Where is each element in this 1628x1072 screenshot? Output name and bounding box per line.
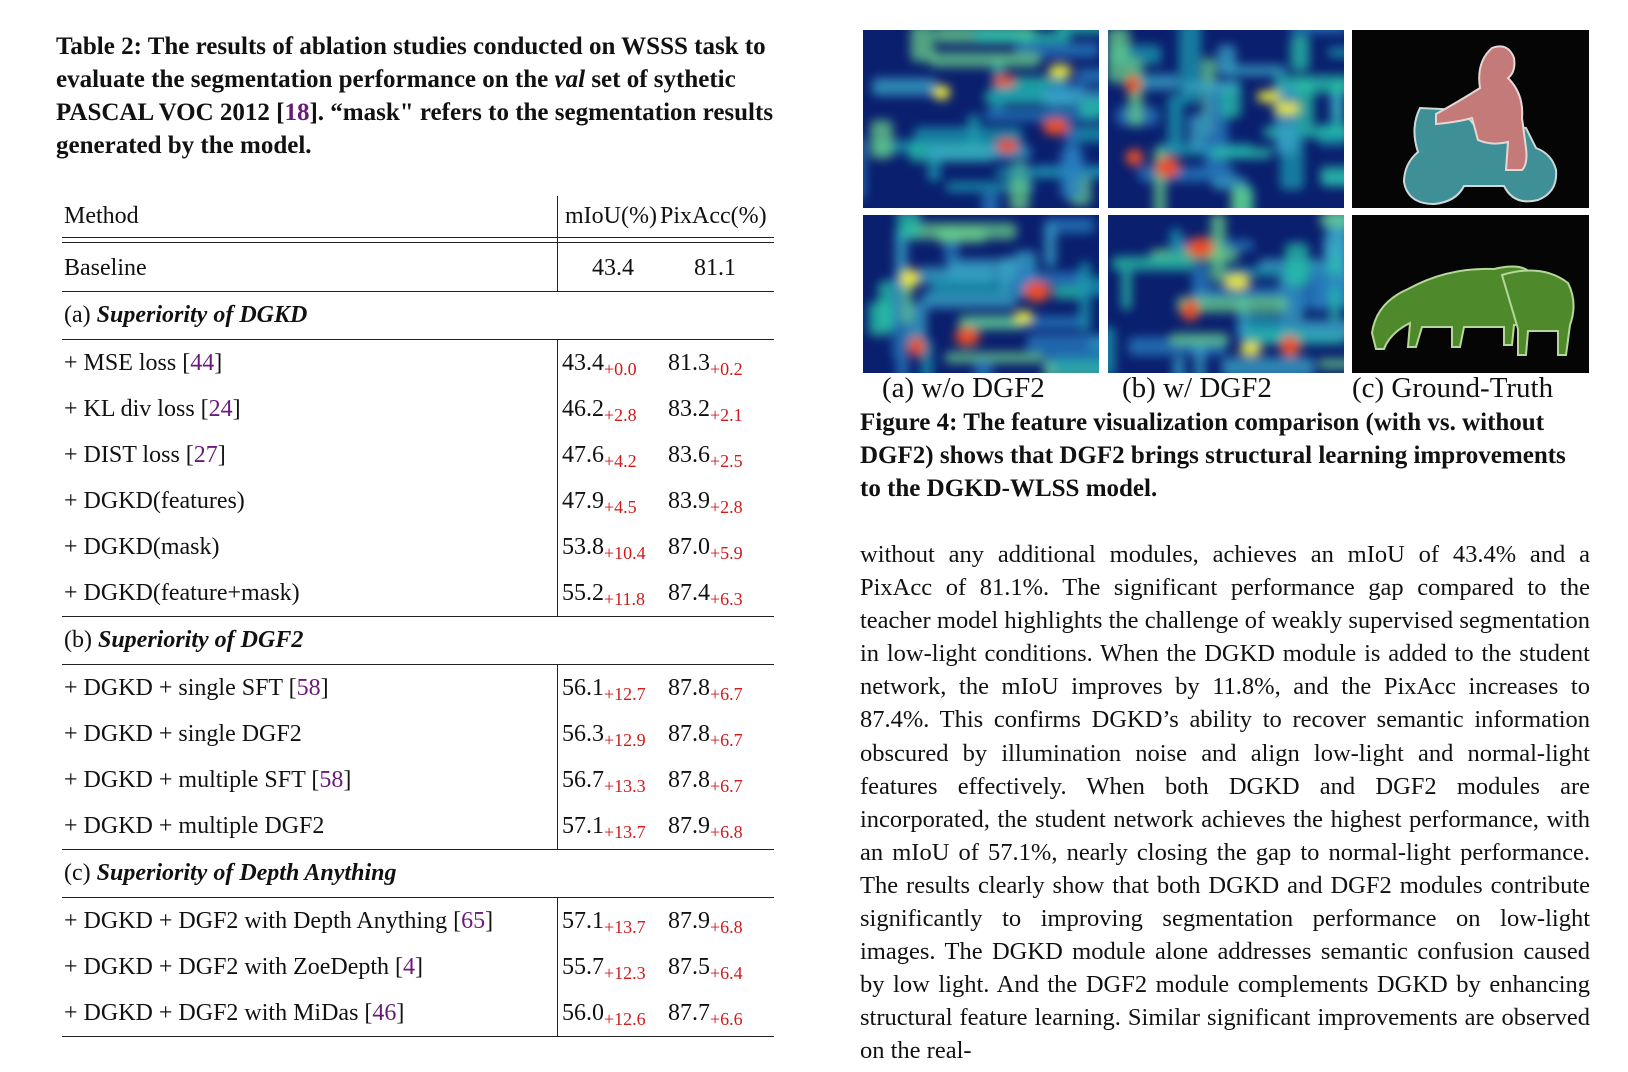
table-row (62, 570, 774, 616)
pixacc-cell: $87.9_{+6.8}$ (668, 813, 743, 842)
table-row (62, 757, 774, 803)
miou-cell: $57.1_{+13.7}$ (562, 813, 646, 842)
subcaption-c: (c) Ground-Truth (1352, 372, 1554, 404)
baseline-miou: 43.4 (592, 255, 634, 281)
miou-cell: $57.1_{+13.7}$ (562, 908, 646, 937)
miou-cell: $46.2_{+2.8}$ (562, 396, 637, 425)
section-title-italic: Superiority of Depth Anything (96, 860, 397, 886)
table-row (62, 898, 774, 944)
tile-graphic (1352, 215, 1589, 373)
method-cell: + DGKD + DGF2 with MiDas [46] (64, 1000, 405, 1026)
column-divider (557, 196, 558, 236)
pixacc-delta: +6.7 (710, 776, 743, 796)
heatmap-wo-dgf2-bottom (863, 215, 1099, 373)
tile-graphic (863, 215, 1099, 373)
method-cell: + DGKD(features) (64, 488, 245, 514)
pixacc-cell: $87.9_{+6.8}$ (668, 908, 743, 937)
method-cell: + DGKD + DGF2 with ZoeDepth [4] (64, 954, 424, 980)
section-title: (a) Superiority of DGKD (64, 302, 308, 328)
pixacc-delta: +5.9 (710, 543, 743, 563)
header-double-rule (62, 236, 774, 245)
header-pixacc: PixAcc(%) (660, 203, 767, 229)
table-row (62, 524, 774, 570)
section-heading (62, 617, 774, 664)
header-miou: mIoU(%) (565, 203, 657, 229)
miou-cell: $56.3_{+12.9}$ (562, 721, 646, 750)
table-caption-text-3: ]. “mask" refers to the segmentation results generated by the model. (56, 99, 774, 159)
method-cell: + DGKD(feature+mask) (64, 580, 300, 606)
miou-delta: +13.7 (604, 822, 646, 842)
tile-graphic (863, 30, 1099, 208)
table-header-row (62, 196, 774, 236)
tile-graphic (1108, 30, 1344, 208)
method-cell: + DGKD + DGF2 with Depth Anything [65] (64, 908, 494, 934)
heatmap-w-dgf2-bottom (1108, 215, 1344, 373)
citation-link[interactable]: 4 (403, 954, 416, 980)
miou-cell: $56.7_{+13.3}$ (562, 767, 646, 796)
pixacc-delta: +6.8 (710, 917, 743, 937)
citation-link[interactable]: 58 (296, 675, 321, 701)
miou-delta: +12.3 (604, 963, 646, 983)
subcaption-b: (b) w/ DGF2 (1122, 372, 1272, 404)
table-row (62, 944, 774, 990)
body-paragraph: without any additional modules, achieves an mIoU of 43.4% and a PixAcc of 81.1%. The significant performance gap compared to the teacher model highlights the challenge of weakly supervised segmentation in low-light conditions. When the DGKD module is added to the student network, the mIoU improves by 11.8%, and the PixAcc increases to 87.4%. This confirms DGKD’s ability to recover semantic information obscured by illumination noise and align low-light and normal-light features effectively. When both DGKD and DGF2 modules are incorporated, the student network achieves the highest performance, with an mIoU of 57.1%, nearly closing the gap to normal-light performance. The results clearly show that both DGKD and DGF2 modules contribute significantly to improving segmentation performance on low-light images. The DGKD module alone addresses semantic confusion caused by low light. And the DGF2 module complements DGKD by enhancing structural feature learning. Similar significant improvements are observed on the real- (860, 541, 1590, 1065)
table-row (62, 803, 774, 849)
miou-delta: +12.9 (604, 730, 646, 750)
section-title: (c) Superiority of Depth Anything (64, 860, 397, 886)
table-caption-text: Table 2: The results of ablation studies conducted on WSSS task to evaluate the segmentation performance on the (56, 33, 766, 93)
section-heading (62, 850, 774, 897)
miou-cell: $56.0_{+12.6}$ (562, 1000, 646, 1029)
table-row (62, 340, 774, 386)
pixacc-cell: $87.4_{+6.3}$ (668, 580, 743, 609)
section-rows (62, 898, 774, 1036)
method-cell: + DGKD(mask) (64, 534, 220, 560)
method-cell: + DIST loss [27] (64, 442, 226, 468)
pixacc-delta: +6.6 (710, 1009, 743, 1029)
pixacc-delta: +2.8 (710, 497, 743, 517)
miou-delta: +12.7 (604, 684, 646, 704)
tile-graphic (1108, 215, 1344, 373)
figure-caption: Figure 4: The feature visualization comparison (with vs. without DGF2) shows that DGF2 brings structural learning improvements to the DGKD-WLSS model. (860, 409, 1566, 502)
method-cell: + DGKD + single DGF2 (64, 721, 302, 747)
pixacc-delta: +6.8 (710, 822, 743, 842)
table-row (62, 711, 774, 757)
pixacc-cell: $83.2_{+2.1}$ (668, 396, 743, 425)
pixacc-cell: $87.7_{+6.6}$ (668, 1000, 743, 1029)
citation-link[interactable]: 24 (208, 396, 233, 422)
pixacc-cell: $87.5_{+6.4}$ (668, 954, 743, 983)
miou-delta: +4.5 (604, 497, 637, 517)
pixacc-delta: +6.3 (710, 589, 743, 609)
pixacc-delta: +6.7 (710, 730, 743, 750)
subcaption-a: (a) w/o DGF2 (882, 372, 1045, 404)
method-cell: + MSE loss [44] (64, 350, 223, 376)
heatmap-w-dgf2-top (1108, 30, 1344, 208)
table-caption-val: val (554, 66, 586, 93)
miou-cell: $43.4_{+0.0}$ (562, 350, 637, 379)
method-cell: + DGKD + multiple DGF2 (64, 813, 325, 839)
section-heading (62, 292, 774, 339)
miou-delta: +12.6 (604, 1009, 646, 1029)
table-row (62, 386, 774, 432)
table-caption (56, 30, 784, 162)
miou-delta: +11.8 (604, 589, 645, 609)
table-row (62, 665, 774, 711)
method-cell: + DGKD + single SFT [58] (64, 675, 329, 701)
miou-delta: +4.2 (604, 451, 637, 471)
baseline-label: Baseline (64, 255, 147, 281)
section-rows (62, 340, 774, 616)
citation-link[interactable]: 27 (193, 442, 218, 468)
pixacc-delta: +2.5 (710, 451, 743, 471)
method-cell: + KL div loss [24] (64, 396, 241, 422)
pixacc-cell: $87.8_{+6.7}$ (668, 675, 743, 704)
miou-cell: $47.9_{+4.5}$ (562, 488, 637, 517)
tile-graphic (1352, 30, 1589, 208)
citation-link[interactable]: 58 (319, 767, 344, 793)
citation-link[interactable]: 44 (190, 350, 215, 376)
pixacc-cell: $83.9_{+2.8}$ (668, 488, 743, 517)
table-sections (62, 291, 774, 1037)
pixacc-delta: +2.1 (710, 405, 743, 425)
miou-delta: +13.7 (604, 917, 646, 937)
pixacc-delta: +6.7 (710, 684, 743, 704)
method-cell: + DGKD + multiple SFT [58] (64, 767, 352, 793)
heatmap-wo-dgf2-top (863, 30, 1099, 208)
miou-cell: $47.6_{+4.2}$ (562, 442, 637, 471)
ground-truth-cows (1352, 215, 1589, 373)
pixacc-cell: $87.8_{+6.7}$ (668, 767, 743, 796)
table-row (62, 990, 774, 1036)
miou-cell: $56.1_{+12.7}$ (562, 675, 646, 704)
baseline-pixacc: 81.1 (694, 255, 736, 281)
miou-delta: +13.3 (604, 776, 646, 796)
table-row (62, 478, 774, 524)
miou-cell: $53.8_{+10.4}$ (562, 534, 646, 563)
citation-link[interactable]: 18 (284, 99, 310, 126)
miou-delta: +2.8 (604, 405, 637, 425)
pixacc-cell: $83.6_{+2.5}$ (668, 442, 743, 471)
miou-delta: +0.0 (604, 359, 637, 379)
ground-truth-motorbike (1352, 30, 1589, 208)
pixacc-cell: $87.0_{+5.9}$ (668, 534, 743, 563)
citation-link[interactable]: 46 (372, 1000, 397, 1026)
section-rows (62, 665, 774, 849)
citation-link[interactable]: 65 (461, 908, 486, 934)
baseline-row (62, 245, 774, 291)
pixacc-cell: $81.3_{+0.2}$ (668, 350, 743, 379)
section-title: (b) Superiority of DGF2 (64, 627, 304, 653)
miou-cell: $55.2_{+11.8}$ (562, 580, 645, 609)
miou-cell: $55.7_{+12.3}$ (562, 954, 646, 983)
pixacc-cell: $87.8_{+6.7}$ (668, 721, 743, 750)
section-title-italic: Superiority of DGKD (96, 302, 308, 328)
section-title-italic: Superiority of DGF2 (97, 627, 304, 653)
pixacc-delta: +6.4 (710, 963, 743, 983)
table-caption-text-2: set of sythetic PASCAL VOC 2012 [ (56, 66, 736, 126)
header-method: Method (64, 203, 139, 229)
pixacc-delta: +0.2 (710, 359, 743, 379)
table-row (62, 432, 774, 478)
miou-delta: +10.4 (604, 543, 646, 563)
table-rule (62, 1036, 774, 1037)
ablation-table (62, 196, 774, 1037)
